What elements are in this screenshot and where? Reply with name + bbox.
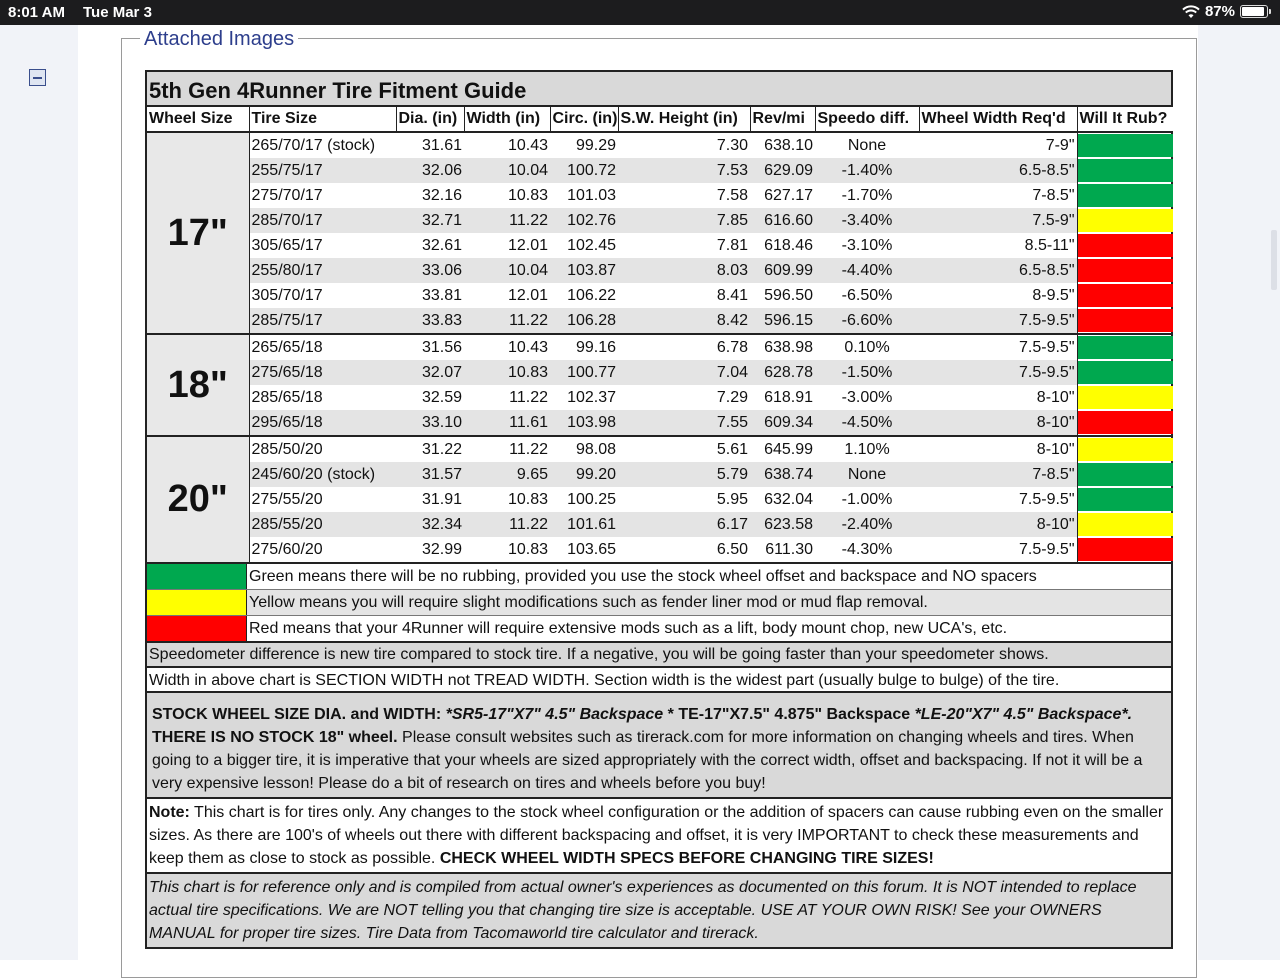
cell-tire: 305/70/17 xyxy=(251,286,323,304)
cell-width: 10.83 xyxy=(507,186,548,204)
disclaimer-paragraph: This chart is for reference only and is compiled from actual owner's experiences as documented on this forum. It is NOT intended to replace actual tire specifications. We are NOT telling you that changing tire size is acceptable. USE AT YOUR OWN RISK! See your OWNERS MANUAL for proper tire sizes. Tire Data from Tacomaworld tire calculator and tirerack. xyxy=(147,874,1171,947)
cell-rev: 611.30 xyxy=(750,537,815,563)
wifi-icon xyxy=(1182,5,1200,19)
attached-images-legend: Attached Images xyxy=(140,28,298,51)
cell-speedo: 0.10% xyxy=(844,338,890,356)
cell-tire: 285/65/18 xyxy=(251,388,323,406)
cell-sw: 7.53 xyxy=(618,158,750,183)
cell-sw: 8.03 xyxy=(618,258,750,283)
width-note: Width in above chart is SECTION WIDTH not TREAD WIDTH. Section width is the widest part (usually bulge to bulge) of the tire. xyxy=(147,668,1171,693)
cell-dia: 33.06 xyxy=(396,258,464,283)
wheel-size-label: 18" xyxy=(147,334,249,436)
rub-color-red xyxy=(1078,284,1174,307)
cell-speedo: -1.40% xyxy=(815,158,919,183)
rub-indicator xyxy=(1077,487,1173,512)
cell-circ: 102.45 xyxy=(567,236,616,254)
table-row xyxy=(147,436,1173,462)
rub-indicator xyxy=(1077,462,1173,487)
cell-dia: 33.83 xyxy=(396,308,464,334)
col-header: Wheel Size xyxy=(147,107,249,132)
table-row xyxy=(147,334,1173,360)
cell-wwr: 6.5-8.5" xyxy=(919,258,1077,283)
cell-rev: 623.58 xyxy=(750,512,815,537)
cell-width: 11.61 xyxy=(464,410,550,436)
cell-dia: 33.81 xyxy=(421,286,462,304)
cell-tire: 255/80/17 xyxy=(249,258,396,283)
right-panel xyxy=(1198,25,1280,960)
note-paragraph xyxy=(147,799,1171,874)
cell-width: 11.22 xyxy=(509,440,548,458)
cell-speedo: None xyxy=(847,136,887,154)
rub-indicator xyxy=(1077,308,1173,334)
table-row xyxy=(147,462,1173,487)
battery-icon xyxy=(1240,5,1268,18)
cell-speedo: -4.50% xyxy=(815,410,919,436)
note-caps: CHECK WHEEL WIDTH SPECS BEFORE CHANGING TIRE SIZES! xyxy=(439,850,934,867)
stock-wheel-paragraph xyxy=(147,693,1171,799)
cell-width: 10.43 xyxy=(507,136,548,154)
cell-rev: 629.09 xyxy=(750,158,815,183)
cell-dia: 33.10 xyxy=(396,410,464,436)
cell-speedo: -1.00% xyxy=(841,490,893,508)
wheel-size-label: 20" xyxy=(147,436,249,563)
cell-sw: 6.17 xyxy=(618,512,750,537)
cell-dia: 32.16 xyxy=(421,186,462,204)
cell-circ: 99.16 xyxy=(575,338,616,356)
wheel-size-label: 17" xyxy=(147,132,249,334)
cell-circ: 98.08 xyxy=(575,440,616,458)
legend-yellow-row xyxy=(147,590,1171,616)
cell-rev: 638.98 xyxy=(764,338,813,356)
cell-wwr: 7.5-9.5" xyxy=(919,360,1077,385)
note-text: This chart is for tires only. Any changes to the stock wheel configuration or the addition of spacers can cause rubbing even on the smaller sizes. As there are 100's of wheels out there with different backspacing and offset, it is very IMPORTANT to check these measurements and keep them as close to stock as possible. xyxy=(149,804,1164,867)
cell-dia: 31.57 xyxy=(396,462,464,487)
cell-circ: 100.72 xyxy=(550,158,618,183)
rub-indicator xyxy=(1077,410,1173,436)
no-18-wheel: THERE IS NO STOCK 18" wheel. xyxy=(152,729,398,746)
stock-sr5: *SR5-17"X7" 4.5" Backspace xyxy=(445,706,664,723)
legend-red-row xyxy=(147,616,1171,643)
cell-dia: 32.59 xyxy=(421,388,462,406)
cell-circ: 99.20 xyxy=(550,462,618,487)
table-row xyxy=(147,132,1173,158)
cell-circ: 100.77 xyxy=(550,360,618,385)
rub-indicator xyxy=(1077,436,1173,462)
rub-color-yellow xyxy=(1078,386,1174,409)
table-row xyxy=(147,512,1173,537)
battery-percent: 87% xyxy=(1204,3,1235,20)
rub-color-red xyxy=(1078,234,1174,257)
rub-indicator xyxy=(1077,208,1173,233)
rub-color-green xyxy=(1078,184,1174,207)
table-row xyxy=(147,537,1173,563)
cell-wwr: 7.5-9" xyxy=(919,208,1077,233)
rub-indicator xyxy=(1077,233,1173,258)
cell-width: 10.83 xyxy=(507,490,548,508)
cell-sw: 7.29 xyxy=(716,388,748,406)
cell-tire: 285/75/17 xyxy=(249,308,396,334)
cell-tire: 255/75/17 xyxy=(249,158,396,183)
cell-tire: 275/70/17 xyxy=(251,186,323,204)
cell-sw: 7.04 xyxy=(618,360,750,385)
rub-color-yellow xyxy=(1078,209,1174,232)
rub-color-green xyxy=(1078,361,1174,384)
cell-speedo: -3.10% xyxy=(841,236,893,254)
status-right xyxy=(1182,3,1268,20)
table-row xyxy=(147,233,1173,258)
rub-color-green xyxy=(1078,159,1174,182)
cell-width: 11.22 xyxy=(509,388,548,406)
rub-indicator xyxy=(1077,283,1173,308)
table-row xyxy=(147,183,1173,208)
consult-text: Please consult websites such as tirerack.com for more information on changing wheels and tires. When going to a bigger tire, it is imperative that your wheels are sized appropriately with the correct width, offset and backspacing. If not it will be a very expensive lesson! Please do a bit of research on tires and wheels before you buy! xyxy=(152,729,1143,792)
col-header: Circ. (in) xyxy=(550,107,618,132)
rub-indicator xyxy=(1077,385,1173,410)
cell-sw: 8.41 xyxy=(716,286,748,304)
cell-width: 11.22 xyxy=(464,512,550,537)
cell-sw: 6.78 xyxy=(716,338,748,356)
cell-dia: 32.34 xyxy=(396,512,464,537)
legend-yellow-swatch xyxy=(147,590,247,615)
cell-circ: 100.25 xyxy=(567,490,616,508)
cell-sw: 7.85 xyxy=(618,208,750,233)
cell-wwr: 8-10" xyxy=(919,385,1077,410)
table-body xyxy=(147,132,1173,563)
cell-width: 9.65 xyxy=(464,462,550,487)
cell-width: 11.22 xyxy=(464,208,550,233)
cell-dia: 32.07 xyxy=(396,360,464,385)
col-header: Tire Size xyxy=(249,107,396,132)
cell-tire: 305/65/17 xyxy=(251,236,323,254)
cell-tire: 285/55/20 xyxy=(249,512,396,537)
stock-label: STOCK WHEEL SIZE DIA. and WIDTH: xyxy=(152,706,446,723)
cell-circ: 102.37 xyxy=(567,388,616,406)
cell-wwr: 8-10" xyxy=(919,436,1077,462)
cell-dia: 32.06 xyxy=(396,158,464,183)
rub-indicator xyxy=(1077,512,1173,537)
cell-wwr: 7.5-9.5" xyxy=(919,537,1077,563)
cell-tire: 265/65/18 xyxy=(251,338,323,356)
col-header: Rev/mi xyxy=(750,107,815,132)
legend-red-text: Red means that your 4Runner will require extensive mods such as a lift, body mount chop, new UCA's, etc. xyxy=(249,620,1008,637)
cell-wwr: 7-9" xyxy=(919,132,1077,158)
cell-dia: 32.99 xyxy=(396,537,464,563)
legend-yellow-text: Yellow means you will require slight modifications such as fender liner mod or mud flap removal. xyxy=(247,590,1171,615)
col-header: Will It Rub? xyxy=(1077,107,1173,132)
cell-rev: 632.04 xyxy=(764,490,813,508)
cell-dia: 32.71 xyxy=(396,208,464,233)
cell-tire: 295/65/18 xyxy=(249,410,396,436)
table-row xyxy=(147,208,1173,233)
cell-circ: 103.87 xyxy=(550,258,618,283)
table-row xyxy=(147,360,1173,385)
cell-width: 10.04 xyxy=(464,158,550,183)
cell-dia: 31.91 xyxy=(421,490,462,508)
table-row xyxy=(147,410,1173,436)
cell-rev: 628.78 xyxy=(750,360,815,385)
cell-rev: 618.91 xyxy=(764,388,813,406)
cell-speedo: None xyxy=(815,462,919,487)
table-row xyxy=(147,487,1173,512)
chart-title: 5th Gen 4Runner Tire Fitment Guide xyxy=(147,72,1171,107)
table-row xyxy=(147,385,1173,410)
cell-rev: 645.99 xyxy=(764,440,813,458)
cell-rev: 596.15 xyxy=(750,308,815,334)
cell-tire: 285/50/20 xyxy=(251,440,323,458)
cell-wwr: 8-10" xyxy=(919,410,1077,436)
cell-dia: 32.61 xyxy=(421,236,462,254)
cell-rev: 638.74 xyxy=(750,462,815,487)
cell-sw: 7.58 xyxy=(716,186,748,204)
status-time: 8:01 AM xyxy=(8,4,65,21)
cell-wwr: 8.5-11" xyxy=(919,233,1077,258)
cell-rev: 638.10 xyxy=(764,136,813,154)
cell-sw: 7.81 xyxy=(716,236,748,254)
cell-speedo: -3.00% xyxy=(841,388,893,406)
cell-width: 12.01 xyxy=(507,286,548,304)
cell-tire: 275/65/18 xyxy=(249,360,396,385)
legend-green-text: Green means there will be no rubbing, provided you use the stock wheel offset and backspace and NO spacers xyxy=(247,564,1171,589)
header-row xyxy=(147,107,1173,132)
cell-wwr: 7.5-9.5" xyxy=(919,308,1077,334)
cell-rev: 596.50 xyxy=(764,286,813,304)
cell-circ: 102.76 xyxy=(550,208,618,233)
legend-green-row xyxy=(147,564,1171,590)
cell-circ: 106.22 xyxy=(567,286,616,304)
cell-dia: 31.56 xyxy=(421,338,462,356)
cell-width: 10.04 xyxy=(464,258,550,283)
left-panel xyxy=(0,25,78,960)
cell-wwr: 8-10" xyxy=(919,512,1077,537)
cell-width: 10.83 xyxy=(464,360,550,385)
cell-sw: 7.30 xyxy=(716,136,748,154)
rub-indicator xyxy=(1077,258,1173,283)
cell-circ: 103.98 xyxy=(550,410,618,436)
cell-dia: 31.61 xyxy=(421,136,462,154)
cell-tire: 285/70/17 xyxy=(249,208,396,233)
cell-speedo: -4.40% xyxy=(815,258,919,283)
cell-speedo: -6.50% xyxy=(841,286,893,304)
rub-indicator xyxy=(1077,132,1173,158)
cell-speedo: -6.60% xyxy=(815,308,919,334)
cell-rev: 609.99 xyxy=(750,258,815,283)
cell-speedo: -1.50% xyxy=(815,360,919,385)
cell-speedo: -3.40% xyxy=(815,208,919,233)
col-header: Speedo diff. xyxy=(815,107,919,132)
attached-image-tire-chart[interactable] xyxy=(145,70,1173,949)
rub-color-red xyxy=(1078,411,1174,434)
collapse-icon[interactable] xyxy=(29,69,46,86)
cell-width: 10.83 xyxy=(464,537,550,563)
table-row xyxy=(147,308,1173,334)
speedo-note: Speedometer difference is new tire compared to stock tire. If a negative, you will be going faster than your speedometer shows. xyxy=(147,643,1171,668)
cell-sw: 5.79 xyxy=(618,462,750,487)
note-label: Note: xyxy=(149,804,190,821)
cell-sw: 6.50 xyxy=(618,537,750,563)
cell-speedo: -2.40% xyxy=(815,512,919,537)
col-header: Dia. (in) xyxy=(396,107,464,132)
stock-te: * TE-17"X7.5" 4.875" Backspace xyxy=(663,706,915,723)
rub-indicator xyxy=(1077,334,1173,360)
cell-wwr: 7.5-9.5" xyxy=(919,334,1077,360)
cell-tire: 245/60/20 (stock) xyxy=(249,462,396,487)
stock-le: *LE-20"X7" 4.5" Backspace*. xyxy=(914,706,1133,723)
fitment-table xyxy=(147,107,1173,564)
cell-wwr: 7.5-9.5" xyxy=(919,487,1077,512)
rub-indicator xyxy=(1077,360,1173,385)
cell-wwr: 6.5-8.5" xyxy=(919,158,1077,183)
cell-tire: 275/55/20 xyxy=(251,490,323,508)
rub-indicator xyxy=(1077,158,1173,183)
rub-color-yellow xyxy=(1078,438,1174,461)
cell-wwr: 8-9.5" xyxy=(919,283,1077,308)
rub-color-red xyxy=(1078,309,1174,332)
cell-speedo: 1.10% xyxy=(844,440,890,458)
cell-tire: 265/70/17 (stock) xyxy=(251,136,376,154)
cell-circ: 99.29 xyxy=(575,136,616,154)
rub-color-yellow xyxy=(1078,513,1174,536)
cell-width: 11.22 xyxy=(464,308,550,334)
cell-dia: 31.22 xyxy=(421,440,462,458)
rub-color-red xyxy=(1078,259,1174,282)
cell-wwr: 7-8.5" xyxy=(919,462,1077,487)
cell-width: 10.43 xyxy=(507,338,548,356)
table-row xyxy=(147,283,1173,308)
rub-color-red xyxy=(1078,538,1174,561)
status-date: Tue Mar 3 xyxy=(83,4,152,21)
cell-speedo: -4.30% xyxy=(815,537,919,563)
cell-rev: 627.17 xyxy=(764,186,813,204)
cell-wwr: 7-8.5" xyxy=(919,183,1077,208)
table-row xyxy=(147,258,1173,283)
rub-color-green xyxy=(1078,488,1174,511)
col-header: S.W. Height (in) xyxy=(618,107,750,132)
cell-circ: 101.61 xyxy=(550,512,618,537)
cell-circ: 101.03 xyxy=(567,186,616,204)
rub-color-green xyxy=(1078,134,1174,157)
cell-circ: 103.65 xyxy=(550,537,618,563)
col-header: Width (in) xyxy=(464,107,550,132)
cell-circ: 106.28 xyxy=(550,308,618,334)
rub-color-green xyxy=(1078,463,1174,486)
cell-tire: 275/60/20 xyxy=(249,537,396,563)
cell-width: 12.01 xyxy=(507,236,548,254)
cell-sw: 7.55 xyxy=(618,410,750,436)
rub-indicator xyxy=(1077,537,1173,563)
col-header: Wheel Width Req'd xyxy=(919,107,1077,132)
cell-rev: 609.34 xyxy=(750,410,815,436)
cell-speedo: -1.70% xyxy=(841,186,893,204)
cell-rev: 616.60 xyxy=(750,208,815,233)
rub-color-green xyxy=(1078,336,1174,359)
cell-rev: 618.46 xyxy=(764,236,813,254)
table-row xyxy=(147,158,1173,183)
rub-indicator xyxy=(1077,183,1173,208)
cell-sw: 8.42 xyxy=(618,308,750,334)
legend-red-swatch xyxy=(147,616,247,641)
legend-green-swatch xyxy=(147,564,247,589)
cell-sw: 5.61 xyxy=(716,440,748,458)
cell-sw: 5.95 xyxy=(716,490,748,508)
status-bar xyxy=(0,0,1280,25)
